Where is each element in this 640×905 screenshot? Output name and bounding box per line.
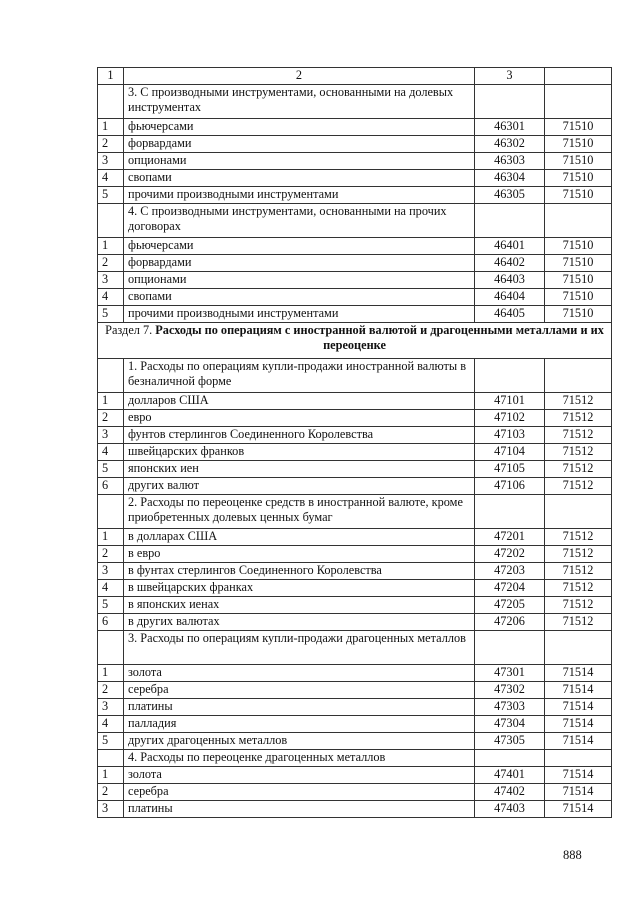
item-name: опционами <box>124 272 475 289</box>
symbol-code: 71510 <box>545 136 612 153</box>
header-col-1: 1 <box>98 68 124 85</box>
account-code <box>475 204 545 238</box>
row-number: 2 <box>98 546 124 563</box>
symbol-code: 71510 <box>545 187 612 204</box>
row-number <box>98 85 124 119</box>
table-row <box>98 580 612 597</box>
symbol-code <box>545 495 612 529</box>
row-number: 2 <box>98 410 124 427</box>
item-name: в фунтах стерлингов Соединенного Королевства <box>124 563 475 580</box>
symbol-code: 71514 <box>545 733 612 750</box>
table-row <box>98 784 612 801</box>
item-name: в других валютах <box>124 614 475 631</box>
item-name: долларов США <box>124 393 475 410</box>
item-name: в долларах США <box>124 529 475 546</box>
account-code: 47401 <box>475 767 545 784</box>
account-code: 47205 <box>475 597 545 614</box>
item-name: других валют <box>124 478 475 495</box>
account-code: 46402 <box>475 255 545 272</box>
table-row <box>98 699 612 716</box>
section-title: Расходы по операциям с иностранной валютой и драгоценными металлами и их переоценке <box>155 323 604 352</box>
row-number: 2 <box>98 682 124 699</box>
table-row <box>98 136 612 153</box>
row-number: 5 <box>98 187 124 204</box>
symbol-code: 71510 <box>545 119 612 136</box>
table-row <box>98 427 612 444</box>
table-row <box>98 767 612 784</box>
account-code: 46301 <box>475 119 545 136</box>
table-row <box>98 238 612 255</box>
symbol-code: 71512 <box>545 393 612 410</box>
item-name: прочими производными инструментами <box>124 187 475 204</box>
symbol-code: 71512 <box>545 461 612 478</box>
table-row <box>98 733 612 750</box>
symbol-code: 71514 <box>545 665 612 682</box>
account-code: 47303 <box>475 699 545 716</box>
item-name: серебра <box>124 682 475 699</box>
item-name: в евро <box>124 546 475 563</box>
table-row <box>98 529 612 546</box>
account-code: 47403 <box>475 801 545 818</box>
subsection-row <box>98 85 612 119</box>
row-number: 4 <box>98 716 124 733</box>
row-number <box>98 631 124 665</box>
table-row <box>98 614 612 631</box>
row-number: 1 <box>98 119 124 136</box>
item-name: платины <box>124 801 475 818</box>
table-header-row <box>98 68 612 85</box>
table-row <box>98 546 612 563</box>
account-code: 47101 <box>475 393 545 410</box>
subsection-row <box>98 750 612 767</box>
table-row <box>98 306 612 323</box>
item-name: фьючерсами <box>124 238 475 255</box>
row-number: 6 <box>98 614 124 631</box>
row-number: 5 <box>98 597 124 614</box>
symbol-code <box>545 204 612 238</box>
account-code: 47301 <box>475 665 545 682</box>
item-name: свопами <box>124 170 475 187</box>
item-name: фьючерсами <box>124 119 475 136</box>
symbol-code: 71512 <box>545 614 612 631</box>
table-row <box>98 187 612 204</box>
table-row <box>98 665 612 682</box>
subsection-row <box>98 359 612 393</box>
row-number: 2 <box>98 255 124 272</box>
subsection-title: 3. Расходы по операциям купли-продажи драгоценных металлов <box>124 631 475 665</box>
item-name: свопами <box>124 289 475 306</box>
item-name: фунтов стерлингов Соединенного Королевства <box>124 427 475 444</box>
account-code: 47305 <box>475 733 545 750</box>
table-row <box>98 410 612 427</box>
section-number: Раздел 7. <box>105 323 153 337</box>
accounts-table <box>97 67 612 818</box>
section-heading <box>98 323 612 359</box>
account-code: 46401 <box>475 238 545 255</box>
row-number: 3 <box>98 153 124 170</box>
row-number <box>98 204 124 238</box>
item-name: золота <box>124 767 475 784</box>
row-number: 5 <box>98 461 124 478</box>
row-number: 3 <box>98 272 124 289</box>
account-code: 46403 <box>475 272 545 289</box>
account-code: 46405 <box>475 306 545 323</box>
table-row <box>98 119 612 136</box>
account-code: 46305 <box>475 187 545 204</box>
row-number <box>98 495 124 529</box>
item-name: евро <box>124 410 475 427</box>
symbol-code: 71510 <box>545 272 612 289</box>
symbol-code: 71514 <box>545 716 612 733</box>
section-heading-row <box>98 323 612 359</box>
symbol-code: 71514 <box>545 784 612 801</box>
account-code: 46404 <box>475 289 545 306</box>
item-name: золота <box>124 665 475 682</box>
table-row <box>98 170 612 187</box>
account-code <box>475 359 545 393</box>
account-code: 46302 <box>475 136 545 153</box>
row-number: 1 <box>98 393 124 410</box>
symbol-code: 71512 <box>545 563 612 580</box>
subsection-row <box>98 495 612 529</box>
row-number: 1 <box>98 238 124 255</box>
symbol-code: 71512 <box>545 546 612 563</box>
subsection-title: 3. С производными инструментами, основанными на долевых инструментах <box>124 85 475 119</box>
symbol-code: 71512 <box>545 478 612 495</box>
row-number <box>98 750 124 767</box>
row-number: 1 <box>98 767 124 784</box>
symbol-code <box>545 750 612 767</box>
account-code: 47203 <box>475 563 545 580</box>
item-name: форвардами <box>124 136 475 153</box>
header-col-3: 3 <box>475 68 545 85</box>
item-name: серебра <box>124 784 475 801</box>
subsection-title: 4. С производными инструментами, основанными на прочих договорах <box>124 204 475 238</box>
item-name: палладия <box>124 716 475 733</box>
row-number: 2 <box>98 136 124 153</box>
account-code: 47201 <box>475 529 545 546</box>
symbol-code: 71510 <box>545 255 612 272</box>
symbol-code: 71514 <box>545 767 612 784</box>
row-number: 3 <box>98 427 124 444</box>
table-row <box>98 597 612 614</box>
symbol-code: 71512 <box>545 580 612 597</box>
account-code: 47202 <box>475 546 545 563</box>
row-number: 1 <box>98 665 124 682</box>
symbol-code: 71510 <box>545 170 612 187</box>
row-number <box>98 359 124 393</box>
account-code: 47204 <box>475 580 545 597</box>
row-number: 3 <box>98 699 124 716</box>
item-name: других драгоценных металлов <box>124 733 475 750</box>
table-row <box>98 682 612 699</box>
symbol-code: 71510 <box>545 306 612 323</box>
item-name: платины <box>124 699 475 716</box>
item-name: швейцарских франков <box>124 444 475 461</box>
symbol-code: 71512 <box>545 444 612 461</box>
row-number: 4 <box>98 444 124 461</box>
account-code: 47103 <box>475 427 545 444</box>
row-number: 5 <box>98 733 124 750</box>
table-row <box>98 801 612 818</box>
item-name: опционами <box>124 153 475 170</box>
account-code: 47104 <box>475 444 545 461</box>
account-code: 47102 <box>475 410 545 427</box>
symbol-code: 71510 <box>545 289 612 306</box>
account-code: 46303 <box>475 153 545 170</box>
row-number: 4 <box>98 170 124 187</box>
item-name: в японских иенах <box>124 597 475 614</box>
account-code: 47106 <box>475 478 545 495</box>
table-row <box>98 444 612 461</box>
symbol-code <box>545 85 612 119</box>
subsection-title: 4. Расходы по переоценке драгоценных металлов <box>124 750 475 767</box>
table-row <box>98 272 612 289</box>
account-code: 47402 <box>475 784 545 801</box>
row-number: 3 <box>98 801 124 818</box>
symbol-code: 71514 <box>545 682 612 699</box>
symbol-code: 71512 <box>545 529 612 546</box>
table-row <box>98 716 612 733</box>
account-code: 47105 <box>475 461 545 478</box>
symbol-code <box>545 631 612 665</box>
row-number: 4 <box>98 580 124 597</box>
subsection-row <box>98 631 612 665</box>
subsection-row <box>98 204 612 238</box>
table-row <box>98 153 612 170</box>
row-number: 5 <box>98 306 124 323</box>
symbol-code: 71510 <box>545 153 612 170</box>
header-col-2: 2 <box>124 68 475 85</box>
symbol-code: 71512 <box>545 427 612 444</box>
table-row <box>98 563 612 580</box>
symbol-code: 71514 <box>545 699 612 716</box>
header-col-4 <box>545 68 612 85</box>
account-code <box>475 750 545 767</box>
page-number: 888 <box>563 848 582 862</box>
item-name: в швейцарских франках <box>124 580 475 597</box>
item-name: форвардами <box>124 255 475 272</box>
table-row <box>98 478 612 495</box>
subsection-title: 1. Расходы по операциям купли-продажи иностранной валюты в безналичной форме <box>124 359 475 393</box>
account-code <box>475 495 545 529</box>
account-code: 47302 <box>475 682 545 699</box>
row-number: 3 <box>98 563 124 580</box>
symbol-code: 71512 <box>545 410 612 427</box>
row-number: 1 <box>98 529 124 546</box>
row-number: 2 <box>98 784 124 801</box>
symbol-code: 71512 <box>545 597 612 614</box>
account-code <box>475 631 545 665</box>
account-code <box>475 85 545 119</box>
table-row <box>98 461 612 478</box>
item-name: японских иен <box>124 461 475 478</box>
account-code: 47206 <box>475 614 545 631</box>
account-code: 47304 <box>475 716 545 733</box>
row-number: 6 <box>98 478 124 495</box>
symbol-code: 71510 <box>545 238 612 255</box>
symbol-code <box>545 359 612 393</box>
subsection-title: 2. Расходы по переоценке средств в иностранной валюте, кроме приобретенных долевых ценных бумаг <box>124 495 475 529</box>
table-row <box>98 393 612 410</box>
account-code: 46304 <box>475 170 545 187</box>
row-number: 4 <box>98 289 124 306</box>
table-row <box>98 255 612 272</box>
item-name: прочими производными инструментами <box>124 306 475 323</box>
table-row <box>98 289 612 306</box>
symbol-code: 71514 <box>545 801 612 818</box>
